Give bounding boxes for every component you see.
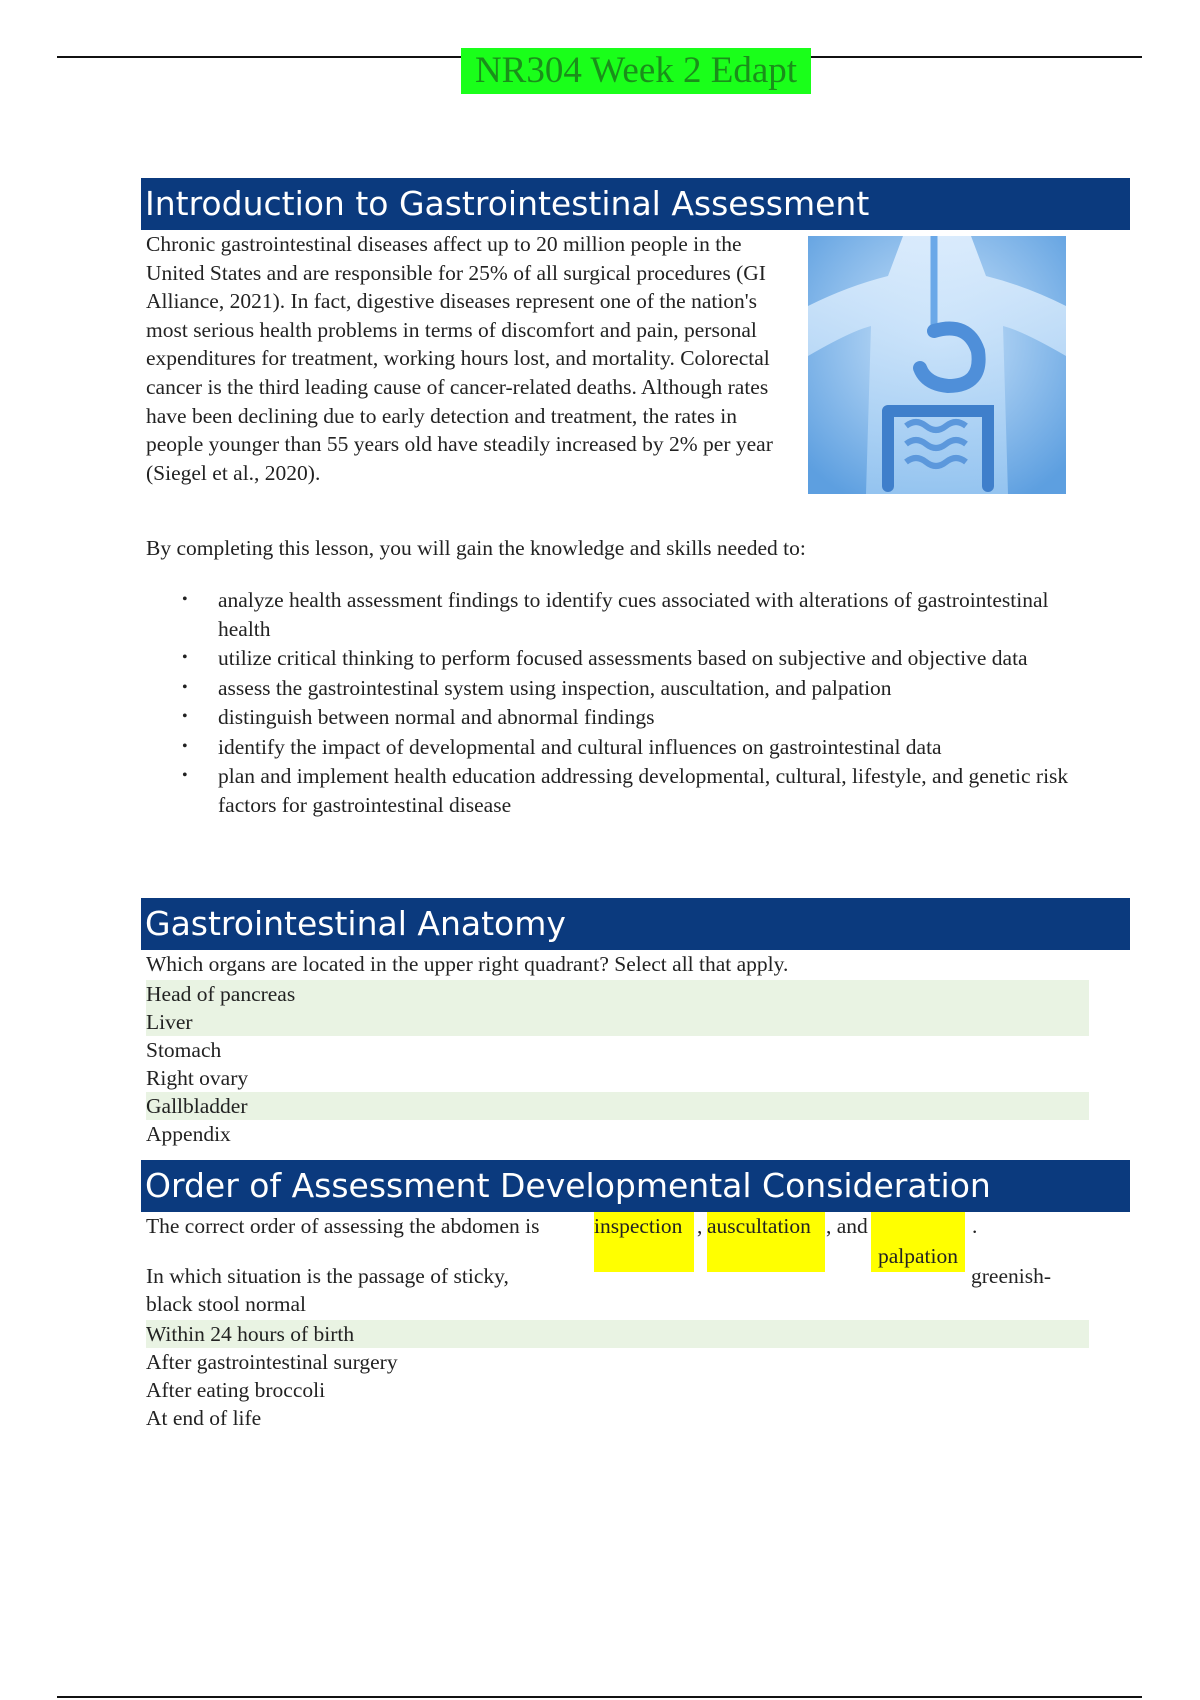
answer-option[interactable]: Stomach [146,1038,222,1062]
objective-item: • plan and implement health education addressing developmental, cultural, lifestyle, and genetic risk factors for gastrointestinal disease [146,762,1076,819]
intro-heading: Introduction to Gastrointestinal Assessment [141,178,1130,230]
blank-palpation-value: palpation [877,1244,958,1268]
order-sentence: The correct order of assessing the abdomen is [146,1214,540,1238]
gastrointestinal-anatomy-illustration [808,236,1066,494]
stool-question-part1: In which situation is the passage of sticky, [146,1264,509,1288]
answer-option[interactable]: Liver [146,1008,1089,1036]
answer-option[interactable]: After gastrointestinal surgery [146,1350,398,1374]
answer-option[interactable]: Gallbladder [146,1092,1089,1120]
objective-item: • assess the gastrointestinal system using inspection, auscultation, and palpation [146,674,1076,703]
stool-options [146,1320,1089,1432]
and-text: , and [826,1214,868,1238]
stool-question-part3: black stool normal [146,1292,307,1316]
blank-auscultation-value: auscultation [707,1214,811,1238]
objective-item: • analyze health assessment findings to identify cues associated with alterations of gastrointestinal health [146,586,1076,643]
sentence-period: . [972,1214,978,1238]
blank-inspection-value: inspection [594,1214,683,1238]
answer-option[interactable]: Right ovary [146,1066,249,1090]
objective-item: • utilize critical thinking to perform focused assessments based on subjective and objective data [146,644,1076,673]
blank-inspection[interactable] [594,1212,694,1272]
answer-option[interactable]: Head of pancreas [146,980,1089,1008]
objectives-lead: By completing this lesson, you will gain the knowledge and skills needed to: [146,536,806,560]
stool-question-part2: greenish- [971,1264,1051,1288]
answer-option[interactable]: Appendix [146,1122,231,1146]
comma-separator: , [697,1214,703,1238]
anatomy-options [146,980,1089,1148]
order-heading: Order of Assessment Developmental Consideration [141,1160,1130,1212]
intro-paragraph: Chronic gastrointestinal diseases affect up to 20 million people in the United States and are responsible for 25% of all surgical procedures (GI Alliance, 2021). In fact, digestive diseases represent one of the nation's most serious health problems in terms of discomfort and pain, personal expenditures for treatment, working hours lost, and mortality. Colorectal cancer is the third leading cause of cancer-related deaths. Although rates have been declining due to early detection and treatment, the rates in people younger than 55 years old have steadily increased by 2% per year (Siegel et al., 2020). [146,232,773,485]
answer-option[interactable]: Within 24 hours of birth [146,1320,1089,1348]
objectives-list [146,586,1076,820]
objective-item: • distinguish between normal and abnormal findings [146,703,1076,732]
answer-option[interactable]: After eating broccoli [146,1378,326,1402]
document-title: NR304 Week 2 Edapt [461,48,811,94]
blank-palpation[interactable] [871,1212,965,1272]
bottom-rule [57,1696,1142,1698]
anatomy-heading: Gastrointestinal Anatomy [141,898,1130,950]
objective-item: • identify the impact of developmental and cultural influences on gastrointestinal data [146,733,1076,762]
answer-option[interactable]: At end of life [146,1406,262,1430]
anatomy-question: Which organs are located in the upper right quadrant? Select all that apply. [146,952,789,976]
blank-auscultation[interactable] [707,1212,825,1272]
